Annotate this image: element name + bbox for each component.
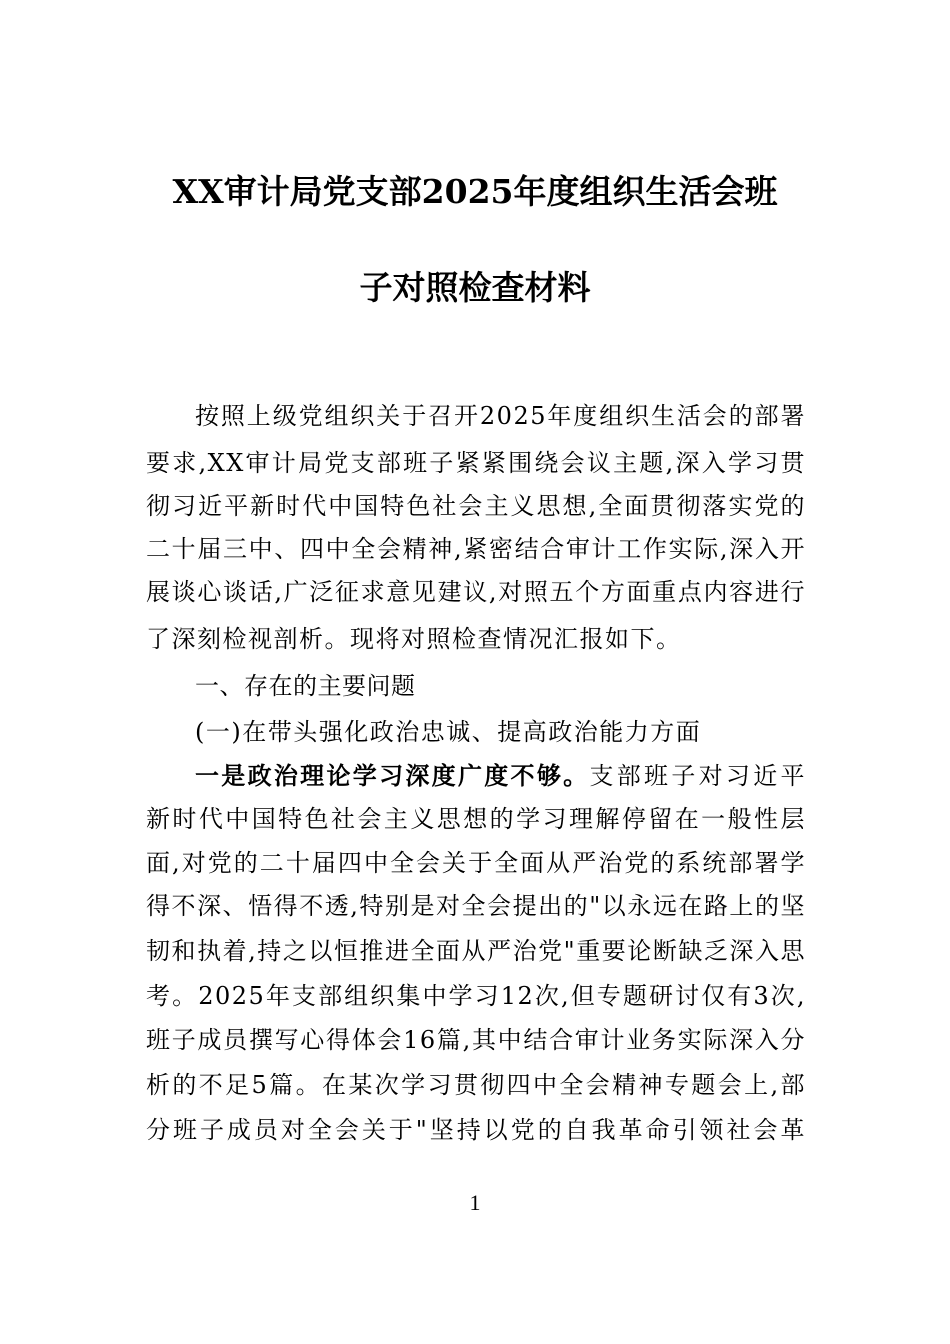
intro-line: 二十届三中、四中全会精神,紧密结合审计工作实际,深入开 (146, 535, 806, 563)
point-one-line: 分班子成员对全会关于"坚持以党的自我革命引领社会革 (146, 1116, 806, 1144)
intro-line: 展谈心谈话,广泛征求意见建议,对照五个方面重点内容进行 (146, 578, 806, 606)
intro-line: 彻习近平新时代中国特色社会主义思想,全面贯彻落实党的 (146, 492, 806, 520)
page-number: 1 (469, 1190, 481, 1215)
point-one-line: 面,对党的二十届四中全会关于全面从严治党的系统部署学 (146, 849, 806, 877)
point-one-first-line (195, 760, 806, 792)
document-title-line-1: XX审计局党支部2025年度组织生活会班 (172, 172, 778, 211)
point-one-line: 考。2025年支部组织集中学习12次,但专题研讨仅有3次, (146, 982, 806, 1010)
point-one-lead: 一是政治理论学习深度广度不够。 (195, 761, 590, 790)
intro-line: 了深刻检视剖析。现将对照检查情况汇报如下。 (146, 625, 682, 653)
intro-line: 要求,XX审计局党支部班子紧紧围绕会议主题,深入学习贯 (146, 449, 806, 477)
point-one-line: 韧和执着,持之以恒推进全面从严治党"重要论断缺乏深入思 (146, 937, 806, 965)
document-title-line-2: 子对照检查材料 (359, 268, 591, 307)
point-one-line: 班子成员撰写心得体会16篇,其中结合审计业务实际深入分 (146, 1026, 806, 1054)
section-heading: 一、存在的主要问题 (195, 672, 416, 700)
point-one-line: 新时代中国特色社会主义思想的学习理解停留在一般性层 (146, 805, 806, 833)
intro-line: 按照上级党组织关于召开2025年度组织生活会的部署 (195, 402, 806, 430)
point-one-line: 析的不足5篇。在某次学习贯彻四中全会精神专题会上,部 (146, 1071, 806, 1099)
subsection-heading: (一)在带头强化政治忠诚、提高政治能力方面 (195, 718, 702, 746)
point-one-line: 得不深、悟得不透,特别是对全会提出的"以永远在路上的坚 (146, 892, 806, 920)
point-one-text: 支部班子对习近平 (589, 762, 807, 790)
